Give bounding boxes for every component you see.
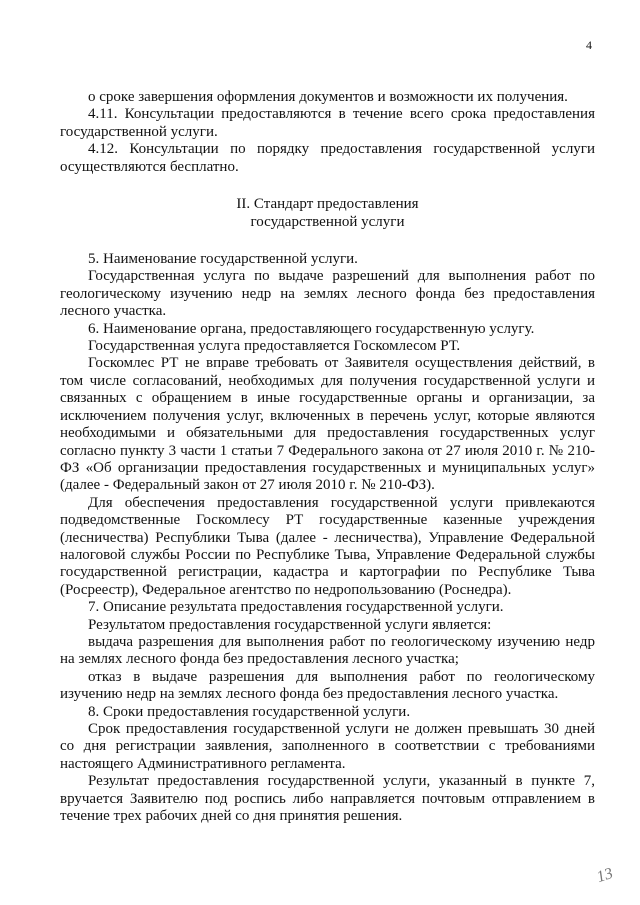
paragraph: Государственная услуга по выдаче разрешений для выполнения работ по геологическому изучению недр на землях лесного фонда без предоставления лесного участка. bbox=[60, 268, 595, 320]
paragraph: Государственная услуга предоставляется Госкомлесом РТ. bbox=[88, 338, 461, 355]
paragraph: Срок предоставления государственной услуги не должен превышать 30 дней со дня регистрации заявления, заполненного в соответствии с требованиями настоящего Административного регламента. bbox=[60, 721, 595, 772]
paragraph: Для обеспечения предоставления государственной услуги привлекаются подведомственные Госкомлесу РТ государственные казенные учреждения (лесничества) Республики Тыва (далее - лесничества), Управление Федеральной налоговой службы России по Республике Тыва, Управление Федеральной службы государственной регистрации, кадастра и картографии по Республике Тыва (Росреестр), Федеральное агентство по недропользованию (Роснедра). bbox=[60, 494, 595, 598]
paragraph: 7. Описание результата предоставления государственной услуги. bbox=[88, 599, 504, 616]
paragraph: Госкомлес РТ не вправе требовать от Заявителя осуществления действий, в том числе согласований, необходимых для получения государственной услуги и связанных с обращением в иные государственные органы и организации, за исключением получения услуг, включенных в перечень услуг, которые являются необходимыми и обязательными для предоставления государственных услуг согласно пункту 3 части 1 статьи 7 Федерального закона от 27 июля 2010 г. № 210-ФЗ «Об организации предоставления государственных и муниципальных услуг» (далее - Федеральный закон от 27 июля 2010 г. № 210-ФЗ). bbox=[60, 355, 595, 494]
section-heading bbox=[60, 195, 595, 231]
paragraph: Результатом предоставления государственной услуги является: bbox=[88, 616, 492, 633]
paragraph: 8. Сроки предоставления государственной услуги. bbox=[88, 703, 411, 720]
paragraph: Результат предоставления государственной услуги, указанный в пункте 7, вручается Заявителю под роспись либо направляется почтовым отправлением в течение трех рабочих дней со дня принятия решения. bbox=[60, 773, 595, 825]
paragraph: 6. Наименование органа, предоставляющего государственную услугу. bbox=[88, 320, 535, 337]
section-heading-line: II. Стандарт предоставления bbox=[236, 196, 419, 213]
document-body bbox=[60, 89, 595, 825]
paragraph: 4.12. Консультации по порядку предоставления государственной услуги осуществляются бесплатно. bbox=[60, 141, 595, 175]
paragraph: выдача разрешения для выполнения работ по геологическому изучению недр на землях лесного фонда без предоставления лесного участка; bbox=[60, 633, 595, 668]
page-number: 4 bbox=[586, 38, 592, 52]
paragraph: отказ в выдаче разрешения для выполнения работ по геологическому изучению недр на землях лесного фонда без предоставления лесного участка. bbox=[60, 668, 595, 703]
paragraph: 4.11. Консультации предоставляются в течение всего срока предоставления государственной услуги. bbox=[60, 106, 595, 140]
handwritten-mark: 13 bbox=[594, 864, 616, 887]
paragraph: 5. Наименование государственной услуги. bbox=[88, 251, 358, 268]
section-heading-line: государственной услуги bbox=[250, 214, 405, 231]
paragraph: о сроке завершения оформления документов и возможности их получения. bbox=[88, 89, 568, 105]
